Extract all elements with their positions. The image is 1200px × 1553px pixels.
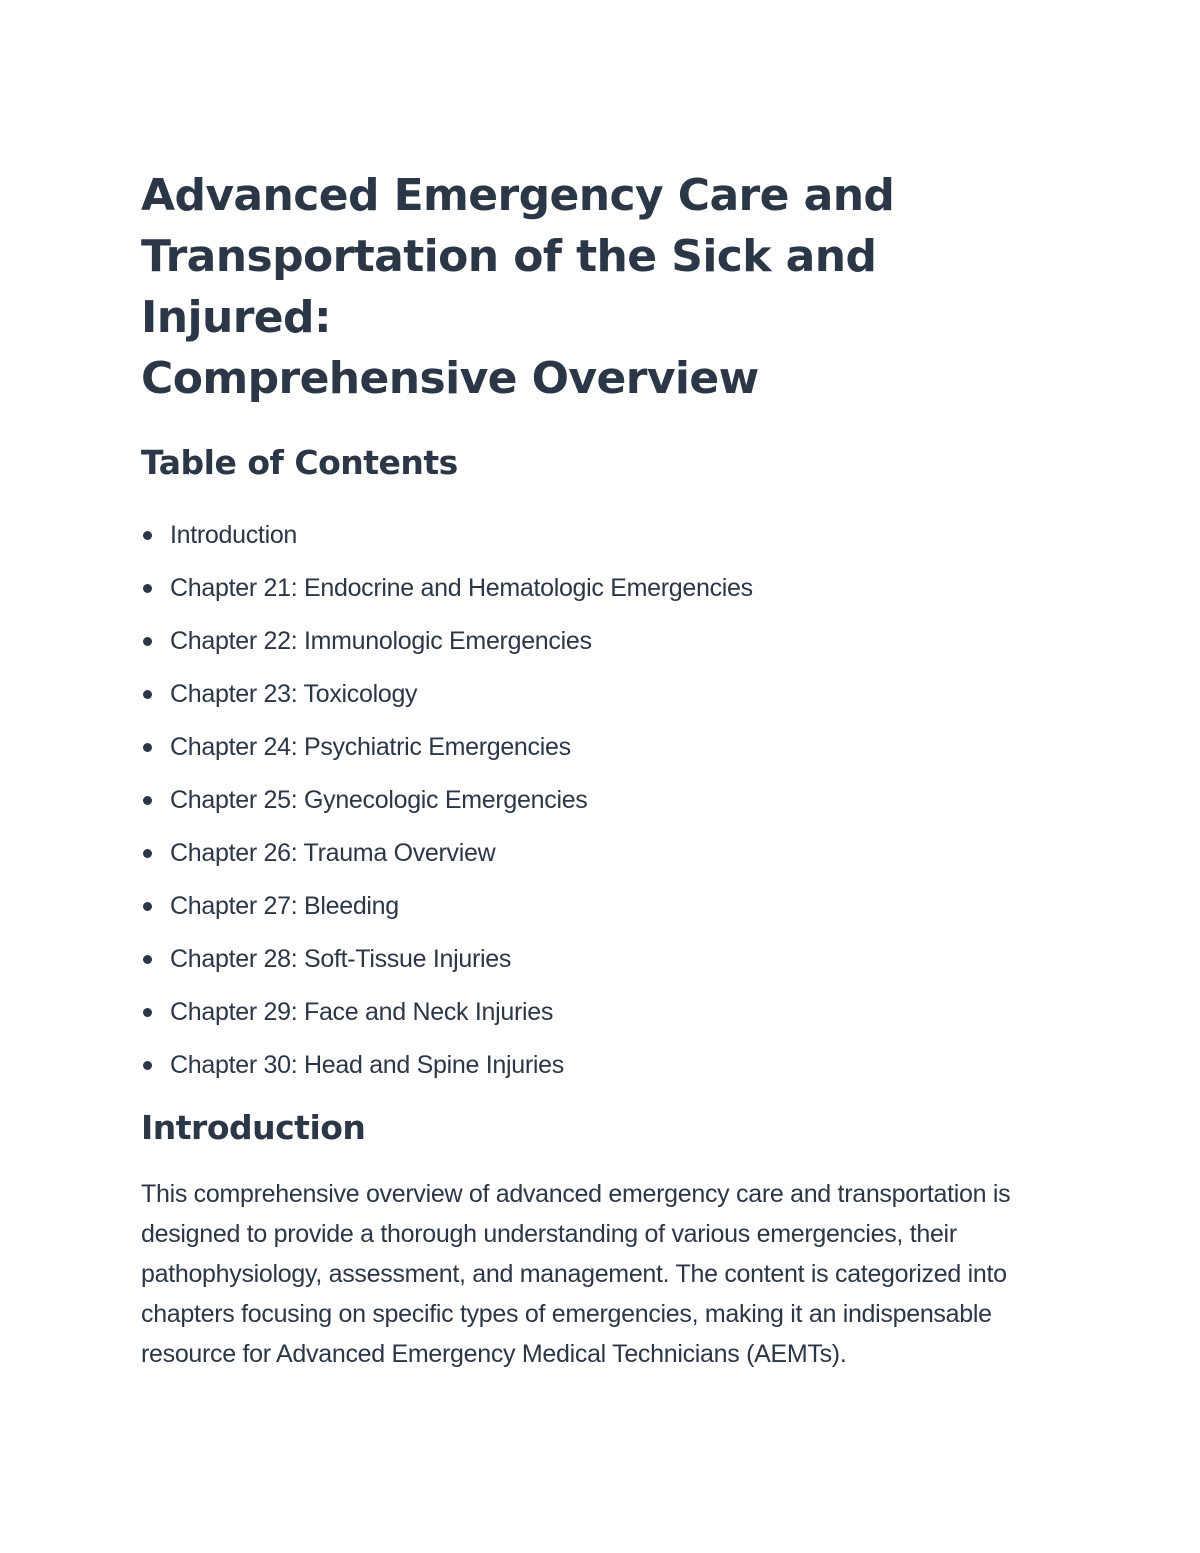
bullet-icon (143, 531, 152, 540)
toc-item (141, 827, 1061, 880)
bullet-icon (143, 637, 152, 646)
introduction-paragraph: This comprehensive overview of advanced emergency care and transportation is designed to provide a thorough understanding of various emergencies, their pathophysiology, assessment, and management. The content is categorized into chapters focusing on specific types of emergencies, making it an indispensable resource for Advanced Emergency Medical Technicians (AEMTs). (141, 1180, 1011, 1368)
bullet-icon (143, 849, 152, 858)
bullet-icon (143, 584, 152, 593)
bullet-icon (143, 690, 152, 699)
document-title-line: Advanced Emergency Care and (141, 170, 895, 221)
bullet-icon (143, 796, 152, 805)
toc-item-label: Chapter 21: Endocrine and Hematologic Emergencies (170, 574, 753, 602)
bullet-icon (143, 1061, 152, 1070)
bullet-icon (143, 743, 152, 752)
toc-item (141, 774, 1061, 827)
toc-item-label: Introduction (170, 521, 298, 549)
toc-item-label: Chapter 26: Trauma Overview (170, 839, 496, 867)
toc-item (141, 509, 1061, 562)
toc-list (141, 509, 1061, 1092)
toc-item (141, 1039, 1061, 1092)
toc-item-label: Chapter 25: Gynecologic Emergencies (170, 786, 588, 814)
toc-item (141, 986, 1061, 1039)
bullet-icon (143, 902, 152, 911)
toc-item (141, 880, 1061, 933)
introduction-heading: Introduction (141, 1108, 366, 1147)
toc-item (141, 562, 1061, 615)
bullet-icon (143, 1008, 152, 1017)
toc-heading: Table of Contents (141, 443, 458, 482)
toc-item (141, 933, 1061, 986)
toc-item-label: Chapter 30: Head and Spine Injuries (170, 1051, 564, 1079)
toc-item (141, 721, 1061, 774)
toc-item-label: Chapter 23: Toxicology (170, 680, 418, 708)
toc-item-label: Chapter 27: Bleeding (170, 892, 399, 920)
toc-item-label: Chapter 24: Psychiatric Emergencies (170, 733, 571, 761)
document-title (141, 165, 1061, 409)
bullet-icon (143, 955, 152, 964)
toc-item-label: Chapter 28: Soft-Tissue Injuries (170, 945, 512, 973)
document-title-line: Comprehensive Overview (141, 353, 759, 404)
toc-item (141, 668, 1061, 721)
toc-item-label: Chapter 29: Face and Neck Injuries (170, 998, 554, 1026)
toc-item (141, 615, 1061, 668)
document-title-line: Transportation of the Sick and Injured: (141, 231, 877, 343)
toc-item-label: Chapter 22: Immunologic Emergencies (170, 627, 592, 655)
document-page (141, 165, 1061, 1374)
